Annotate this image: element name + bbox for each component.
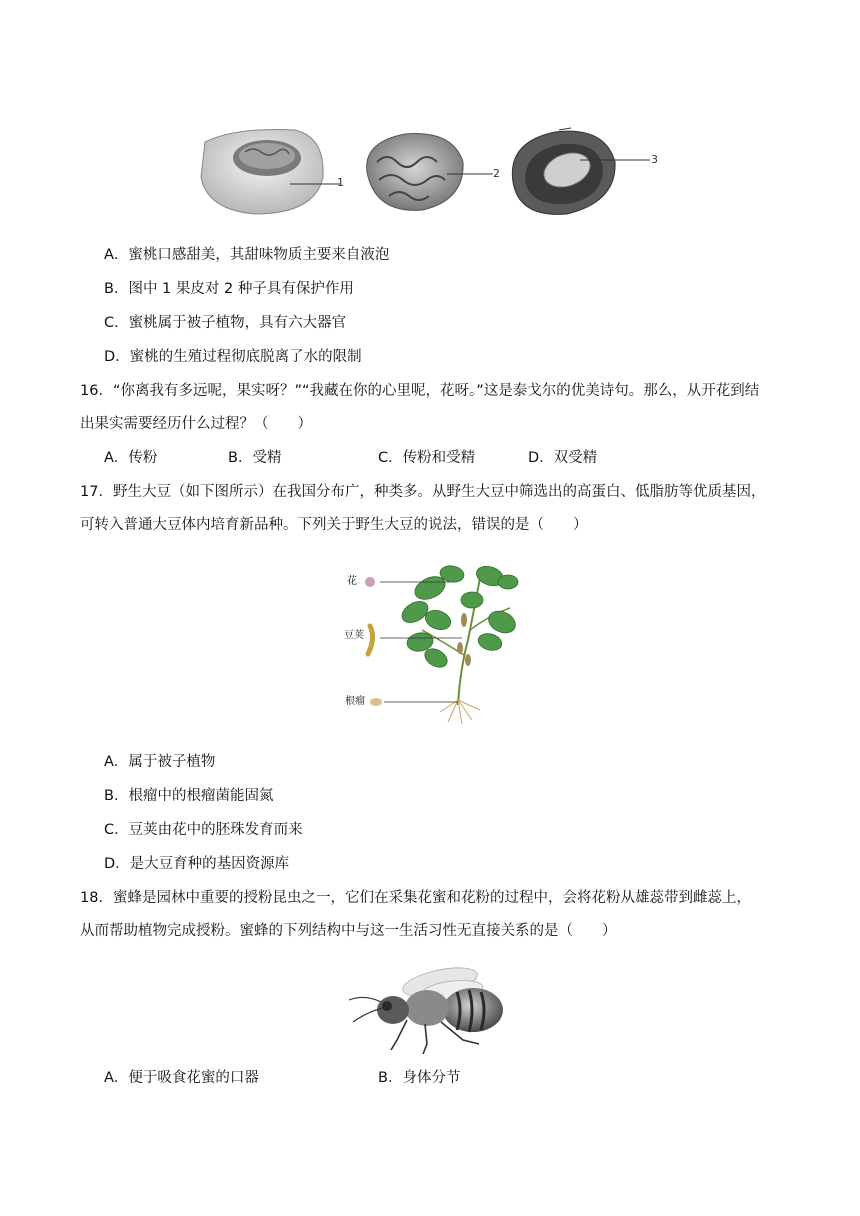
root-nodule-label: 根瘤 <box>345 696 365 707</box>
q18-stem-line2: 从而帮助植物完成授粉。蜜蜂的下列结构中与这一生活习性无直接关系的是（ ） <box>80 923 617 939</box>
flower-label: 花 <box>347 576 357 587</box>
q15-option-c: C．蜜桃属于被子植物，具有六大器官 <box>104 315 347 331</box>
q18-stem-line1: 18．蜜蜂是园林中重要的授粉昆虫之一，它们在采集花蜜和花粉的过程中，会将花粉从雄蕊带到雌蕊上， <box>80 890 751 906</box>
q17-option-a: A．属于被子植物 <box>104 754 216 770</box>
q18-option-b: B．身体分节 <box>378 1070 461 1086</box>
q17-stem-line2: 可转入普通大豆体内培育新品种。下列关于野生大豆的说法，错误的是（ ） <box>80 517 588 533</box>
pod-icon <box>368 626 373 654</box>
q16-stem-line1: 16．“你离我有多远呢，果实呀？”“我藏在你的心里呢，花呀。”这是泰戈尔的优美诗句。那么，从开花到结 <box>80 383 760 399</box>
q16-stem-line2: 出果实需要经历什么过程？（ ） <box>80 416 312 432</box>
q18-option-a: A．便于吸食花蜜的口器 <box>104 1070 259 1086</box>
q15-option-a: A．蜜桃口感甜美，其甜味物质主要来自液泡 <box>104 247 390 263</box>
peach-half-image <box>201 130 344 215</box>
q17-stem-line1: 17．野生大豆（如下图所示）在我国分布广，种类多。从野生大豆中筛选出的高蛋白、低脂肪等优质基因， <box>80 484 766 500</box>
pod-label: 豆荚 <box>344 630 364 641</box>
q17-option-d: D．是大豆育种的基因资源库 <box>104 856 290 872</box>
q15-option-d: D．蜜桃的生殖过程彻底脱离了水的限制 <box>104 349 362 365</box>
bee-figure <box>345 960 510 1055</box>
q17-option-b: B．根瘤中的根瘤菌能固氮 <box>104 788 274 804</box>
q16-option-a: A．传粉 <box>104 450 158 466</box>
q16-option-b: B．受精 <box>228 450 282 466</box>
q16-option-d: D．双受精 <box>528 450 598 466</box>
peach-figure <box>195 122 675 222</box>
flower-icon <box>365 577 375 587</box>
soybean-figure <box>340 560 530 725</box>
q17-option-c: C．豆荚由花中的胚珠发育而来 <box>104 822 303 838</box>
root-nodule-icon <box>370 698 382 706</box>
peach-stone-image <box>367 134 500 211</box>
label-2: 2 <box>493 167 500 180</box>
label-3: 3 <box>651 153 658 166</box>
q16-option-c: C．传粉和受精 <box>378 450 476 466</box>
q15-option-b: B．图中 1 果皮对 2 种子具有保护作用 <box>104 281 354 297</box>
peach-seed-image <box>512 128 658 214</box>
label-1: 1 <box>337 176 344 189</box>
